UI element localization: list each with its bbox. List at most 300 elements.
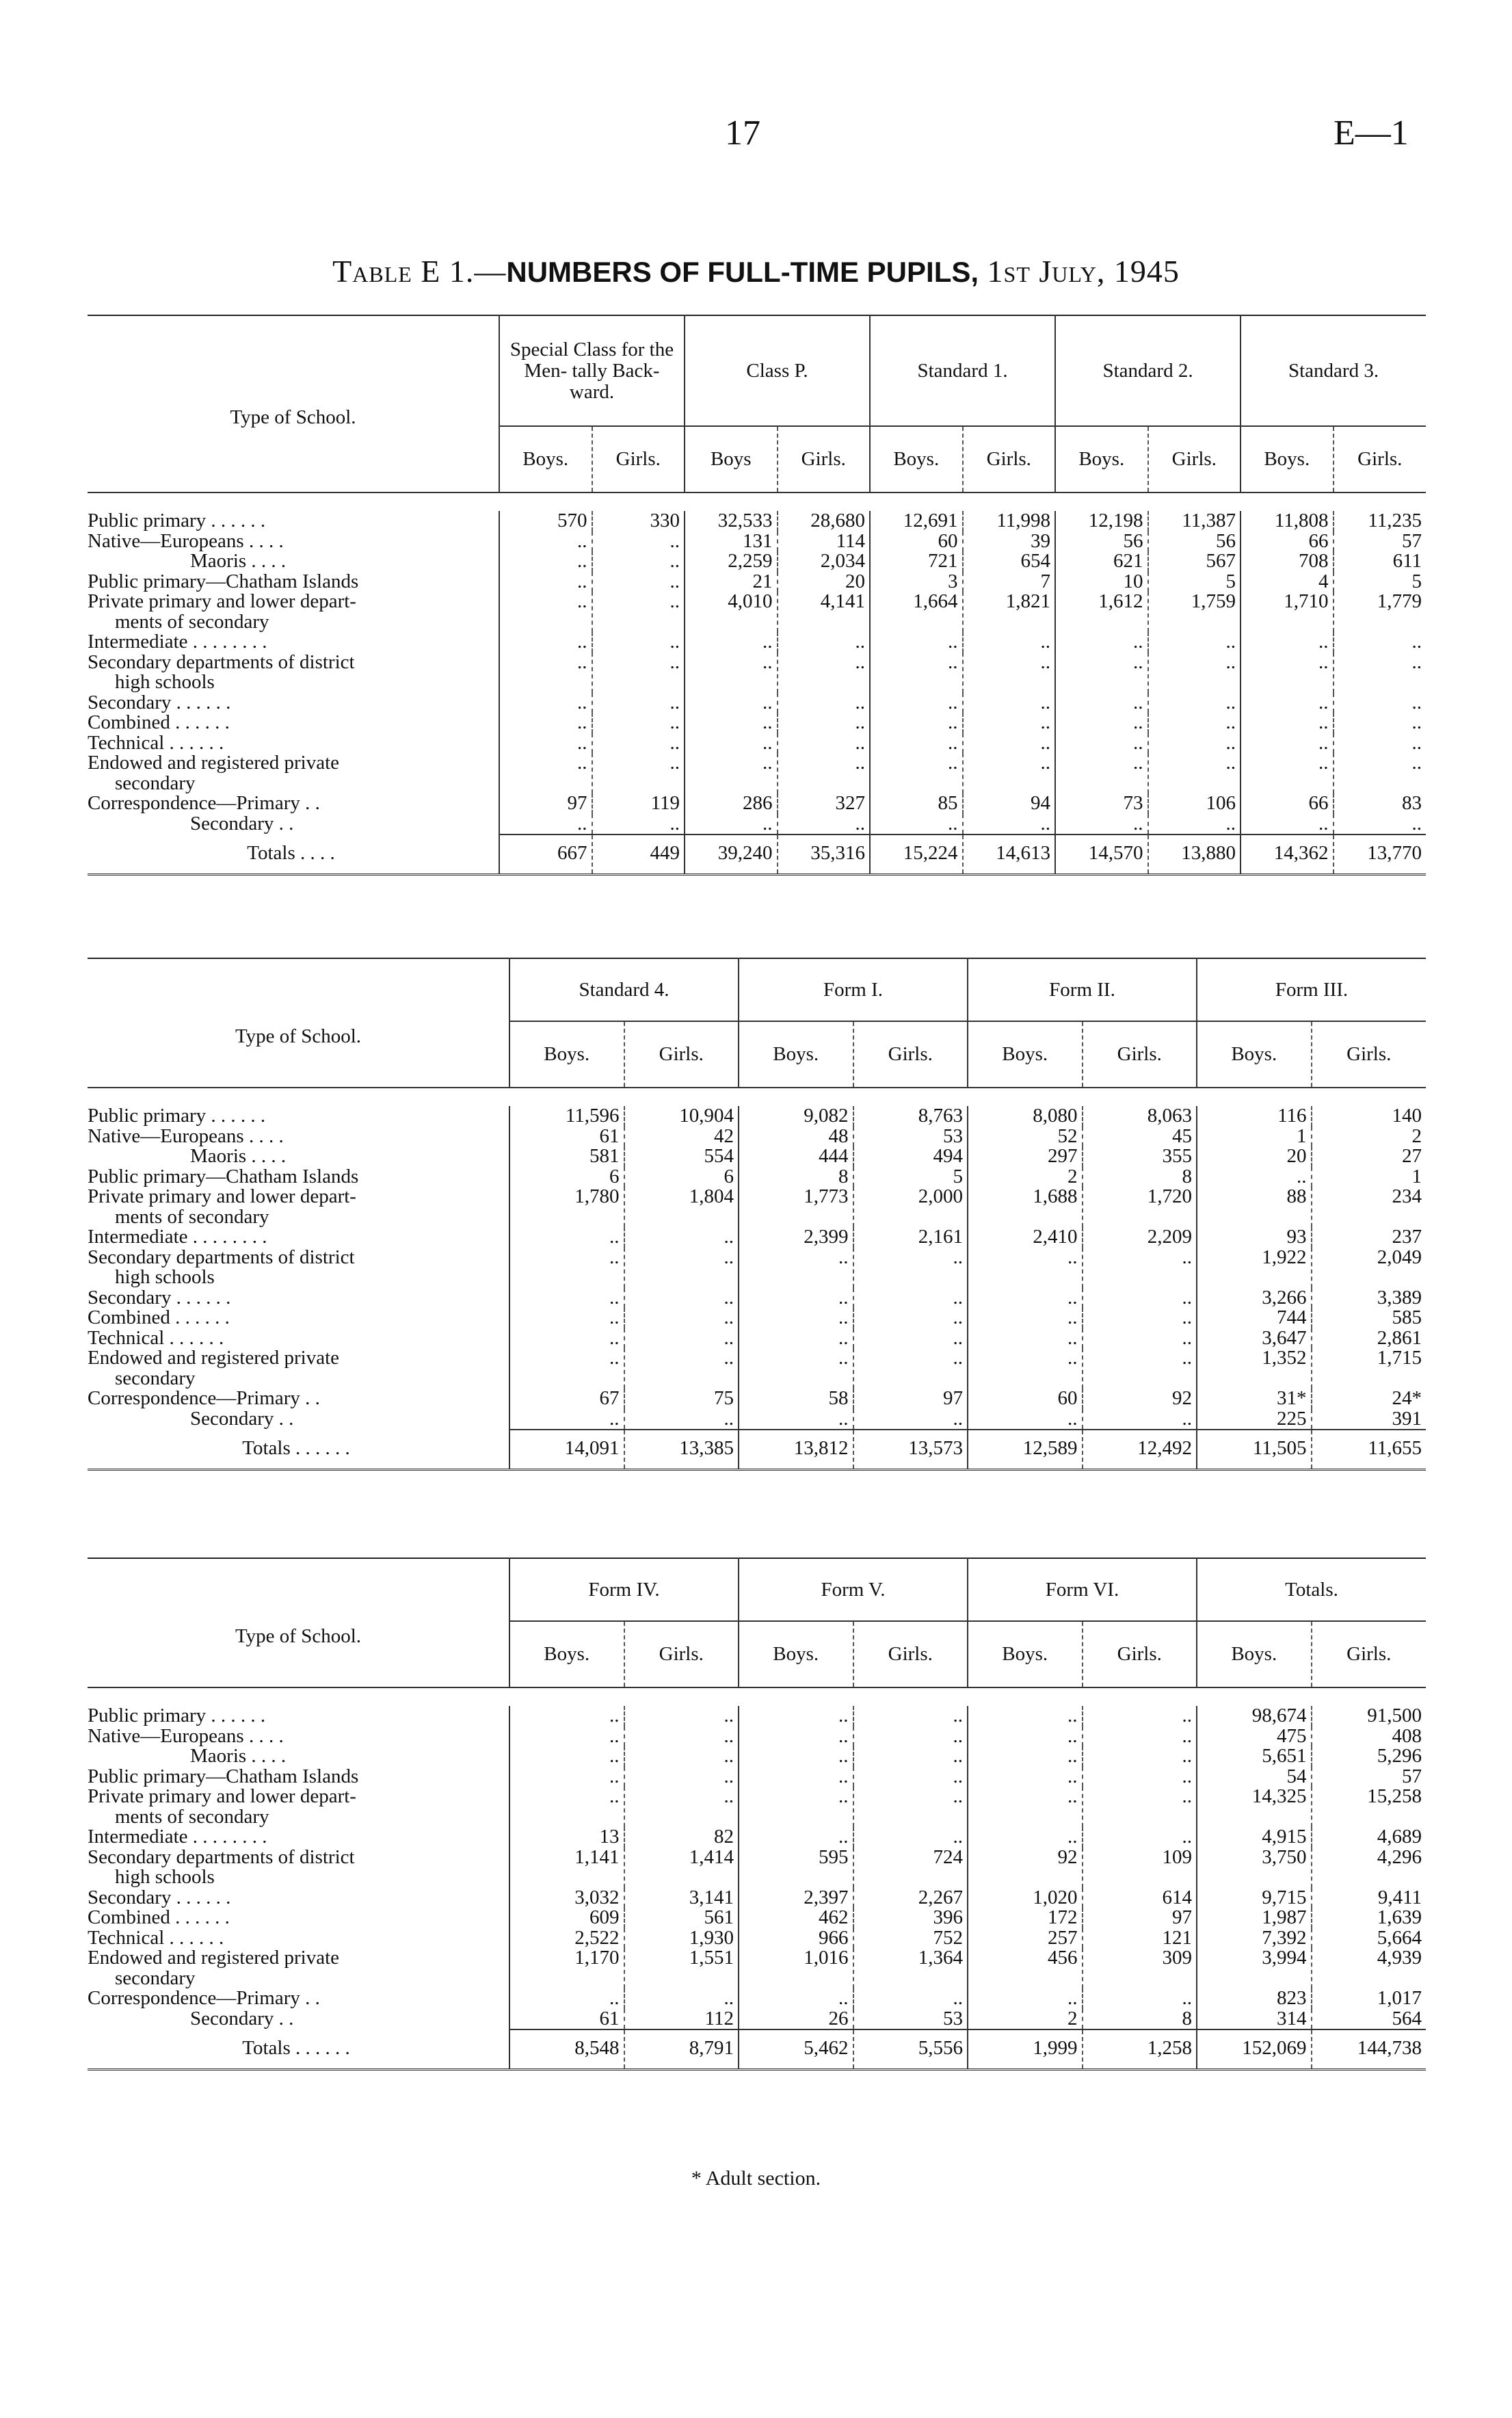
cell-value: 31*	[1197, 1389, 1312, 1409]
table-row	[88, 592, 1426, 632]
sex-subheader: Boys.	[870, 426, 963, 492]
cell-value: 9,715	[1197, 1888, 1312, 1908]
cell-value: 1	[1197, 1127, 1312, 1147]
table-row	[88, 1827, 1426, 1848]
cell-value: 21	[685, 572, 778, 592]
cell-value: ..	[1241, 814, 1334, 835]
cell-value: ..	[739, 1787, 853, 1827]
table-row	[88, 733, 1426, 754]
cell-value: ..	[1334, 753, 1427, 793]
cell-value: ..	[968, 1827, 1083, 1848]
cell-value: 1,720	[1083, 1187, 1197, 1227]
cell-value: 6	[509, 1167, 624, 1187]
cell-value: 3,266	[1197, 1288, 1312, 1309]
spacer	[88, 492, 1426, 511]
cell-value: 58	[739, 1389, 853, 1409]
cell-value: 708	[1241, 551, 1334, 572]
cell-value: ..	[685, 733, 778, 754]
total-value: 8,548	[509, 2029, 624, 2069]
cell-value: ..	[1083, 1409, 1197, 1430]
cell-value: 75	[624, 1389, 739, 1409]
cell-value: ..	[592, 814, 685, 835]
cell-value: 131	[685, 531, 778, 552]
row-label	[88, 1187, 509, 1227]
cell-value: 52	[968, 1127, 1083, 1147]
cell-value: ..	[685, 693, 778, 713]
table-row	[88, 531, 1426, 552]
cell-value: 494	[853, 1146, 968, 1167]
cell-value: 567	[1148, 551, 1241, 572]
total-value: 13,385	[624, 1430, 739, 1469]
cell-value: ..	[739, 1288, 853, 1309]
cell-value: ..	[1055, 693, 1148, 713]
cell-value: ..	[1083, 1328, 1197, 1349]
row-label	[88, 1767, 509, 1787]
cell-value: ..	[1083, 1746, 1197, 1767]
table-row	[88, 1409, 1426, 1430]
row-label-text: Public primary—Chatham Islands	[88, 1765, 359, 1787]
table-row	[88, 1248, 1426, 1288]
row-label	[88, 693, 499, 713]
row-label-text: Public primary . . . . . .	[88, 510, 266, 531]
table-row	[88, 1389, 1426, 1409]
cell-value: 1,710	[1241, 592, 1334, 632]
cell-value: ..	[853, 1409, 968, 1430]
total-value: 449	[592, 835, 685, 874]
cell-value: ..	[853, 1288, 968, 1309]
table-row	[88, 1167, 1426, 1187]
cell-value: ..	[1334, 713, 1427, 733]
row-label-text: secondary	[115, 772, 196, 794]
row-label	[88, 713, 499, 733]
page-title	[0, 253, 1512, 289]
table-row	[88, 753, 1426, 793]
cell-value: ..	[624, 1227, 739, 1248]
row-label-text: Secondary departments of district	[88, 1246, 355, 1268]
cell-value: ..	[499, 572, 592, 592]
row-label-text: Secondary . . . . . .	[88, 1886, 231, 1908]
cell-value: ..	[968, 1726, 1083, 1747]
row-label-text: Technical . . . . . .	[88, 1926, 224, 1949]
cell-value: 119	[592, 793, 685, 814]
cell-value: 3,389	[1312, 1288, 1427, 1309]
cell-value: 2,522	[509, 1928, 624, 1949]
table-row	[88, 1706, 1426, 1726]
cell-value: ..	[592, 572, 685, 592]
cell-value: ..	[509, 1746, 624, 1767]
cell-value: ..	[592, 753, 685, 793]
sex-subheader: Girls.	[1148, 426, 1241, 492]
cell-value: 9,411	[1312, 1888, 1427, 1908]
row-label-text: Secondary . . . . . .	[88, 691, 231, 713]
cell-value: 4,010	[685, 592, 778, 632]
cell-value: 1,759	[1148, 592, 1241, 632]
cell-value: ..	[870, 653, 963, 693]
cell-value: ..	[509, 1248, 624, 1288]
cell-value: ..	[1241, 713, 1334, 733]
row-label-text: ments of secondary	[115, 1205, 269, 1228]
row-label	[88, 1746, 509, 1767]
cell-value: ..	[1148, 733, 1241, 754]
cell-value: 172	[968, 1908, 1083, 1928]
cell-value: 3,750	[1197, 1848, 1312, 1888]
cell-value: 1,922	[1197, 1248, 1312, 1288]
table-row	[88, 2009, 1426, 2030]
cell-value: 2	[968, 2009, 1083, 2030]
table-row	[88, 1187, 1426, 1227]
cell-value: ..	[592, 592, 685, 632]
cell-value: 1,780	[509, 1187, 624, 1227]
total-value: 35,316	[778, 835, 871, 874]
cell-value: ..	[1334, 733, 1427, 754]
cell-value: 456	[968, 1948, 1083, 1988]
cell-value: ..	[870, 713, 963, 733]
cell-value: 10,904	[624, 1106, 739, 1127]
cell-value: 475	[1197, 1726, 1312, 1747]
cell-value: 1,170	[509, 1948, 624, 1988]
cell-value: 1,364	[853, 1948, 968, 1988]
cell-value: ..	[778, 653, 871, 693]
total-value: 11,655	[1312, 1430, 1427, 1469]
sex-subheader: Girls.	[778, 426, 871, 492]
row-label	[88, 592, 499, 632]
cell-value: ..	[778, 814, 871, 835]
totals-label: Totals . . . .	[88, 835, 499, 874]
cell-value: 53	[853, 2009, 968, 2030]
total-value: 13,812	[739, 1430, 853, 1469]
total-value: 1,999	[968, 2029, 1083, 2069]
row-label-text: Secondary . .	[190, 1407, 294, 1430]
column-group-header: Standard 4.	[509, 958, 739, 1021]
totals-row	[88, 2029, 1426, 2069]
cell-value: 2,049	[1312, 1248, 1427, 1288]
cell-value: 8,063	[1083, 1106, 1197, 1127]
cell-value: ..	[853, 1328, 968, 1349]
cell-value: ..	[870, 632, 963, 653]
cell-value: ..	[778, 753, 871, 793]
cell-value: ..	[1055, 653, 1148, 693]
cell-value: ..	[778, 713, 871, 733]
cell-value: ..	[870, 733, 963, 754]
row-label	[88, 1726, 509, 1747]
row-label	[88, 1127, 509, 1147]
table-row	[88, 693, 1426, 713]
cell-value: 237	[1312, 1227, 1427, 1248]
cell-value: 2,000	[853, 1187, 968, 1227]
cell-value: ..	[624, 1409, 739, 1430]
cell-value: ..	[968, 1767, 1083, 1787]
column-group-header: Totals.	[1197, 1558, 1426, 1621]
cell-value: 4,939	[1312, 1948, 1427, 1988]
row-label-text: Combined . . . . . .	[88, 1906, 230, 1928]
column-group-header: Class P.	[685, 315, 870, 426]
cell-value: ..	[1334, 693, 1427, 713]
cell-value: ..	[499, 693, 592, 713]
cell-value: ..	[870, 753, 963, 793]
cell-value: 9,082	[739, 1106, 853, 1127]
cell-value: 570	[499, 511, 592, 531]
row-label	[88, 1288, 509, 1309]
sex-subheader: Girls.	[1083, 1021, 1197, 1088]
row-label-text: Intermediate . . . . . . . .	[88, 1826, 267, 1848]
sex-subheader: Boys.	[1241, 426, 1334, 492]
cell-value: ..	[963, 814, 1056, 835]
column-group-header: Special Class for the Men- tally Back- ward.	[499, 315, 685, 426]
cell-value: 327	[778, 793, 871, 814]
spacer	[88, 1088, 1426, 1106]
cell-value: 581	[509, 1146, 624, 1167]
total-value: 12,589	[968, 1430, 1083, 1469]
row-label-text: Native—Europeans . . . .	[88, 1125, 284, 1147]
cell-value: ..	[778, 693, 871, 713]
total-value: 12,492	[1083, 1430, 1197, 1469]
cell-value: 3,994	[1197, 1948, 1312, 1988]
cell-value: ..	[853, 1767, 968, 1787]
table-row	[88, 511, 1426, 531]
title-prefix: Table E 1.—	[332, 254, 507, 289]
cell-value: 1,779	[1334, 592, 1427, 632]
row-label-text: Native—Europeans . . . .	[88, 529, 284, 552]
sex-subheader: Girls.	[1312, 1621, 1427, 1687]
cell-value: 554	[624, 1146, 739, 1167]
cell-value: 234	[1312, 1187, 1427, 1227]
spacer-row	[88, 1088, 1426, 1106]
row-label	[88, 1167, 509, 1187]
row-label-text: Combined . . . . . .	[88, 1306, 230, 1328]
row-label-text: high schools	[115, 671, 215, 693]
row-label	[88, 1328, 509, 1349]
cell-value: 4,141	[778, 592, 871, 632]
column-group-header: Form IV.	[509, 1558, 739, 1621]
cell-value: ..	[870, 814, 963, 835]
table-row	[88, 713, 1426, 733]
row-label-text: Maoris . . . .	[190, 1745, 287, 1767]
cell-value: 15,258	[1312, 1787, 1427, 1827]
cell-value: 11,808	[1241, 511, 1334, 531]
cell-value: 92	[1083, 1389, 1197, 1409]
cell-value: 32,533	[685, 511, 778, 531]
cell-value: 966	[739, 1928, 853, 1949]
cell-value: ..	[968, 1308, 1083, 1328]
row-label	[88, 733, 499, 754]
cell-value: 14,325	[1197, 1787, 1312, 1827]
cell-value: ..	[1148, 693, 1241, 713]
cell-value: 39	[963, 531, 1056, 552]
row-label-text: Public primary . . . . . .	[88, 1105, 266, 1127]
cell-value: ..	[1334, 814, 1427, 835]
cell-value: ..	[685, 713, 778, 733]
cell-value: ..	[1083, 1726, 1197, 1747]
cell-value: ..	[592, 733, 685, 754]
cell-value: ..	[592, 693, 685, 713]
table-row	[88, 1127, 1426, 1147]
cell-value: 5,296	[1312, 1746, 1427, 1767]
table-row	[88, 1328, 1426, 1349]
row-label-text: ments of secondary	[115, 1805, 269, 1828]
row-label-text: high schools	[115, 1266, 215, 1288]
cell-value: ..	[499, 653, 592, 693]
table-row	[88, 1908, 1426, 1928]
cell-value: 91,500	[1312, 1706, 1427, 1726]
row-label-text: Secondary . .	[190, 812, 294, 835]
spacer-row	[88, 492, 1426, 511]
cell-value: 13	[509, 1827, 624, 1848]
cell-value: 330	[592, 511, 685, 531]
cell-value: ..	[624, 1746, 739, 1767]
table-row	[88, 1787, 1426, 1827]
cell-value: ..	[685, 753, 778, 793]
sex-subheader: Boys.	[968, 1621, 1083, 1687]
cell-value: ..	[963, 713, 1056, 733]
cell-value: 20	[1197, 1146, 1312, 1167]
sex-subheader: Boys.	[1055, 426, 1148, 492]
cell-value: 1,352	[1197, 1348, 1312, 1389]
table-row	[88, 1288, 1426, 1309]
cell-value: ..	[963, 653, 1056, 693]
cell-value: 823	[1197, 1988, 1312, 2009]
cell-value: ..	[509, 1409, 624, 1430]
row-label	[88, 572, 499, 592]
row-label-text: Private primary and lower depart-	[88, 590, 356, 612]
cell-value: ..	[963, 753, 1056, 793]
sex-subheader: Boys.	[1197, 1021, 1312, 1088]
cell-value: ..	[963, 632, 1056, 653]
cell-value: 1,773	[739, 1187, 853, 1227]
total-value: 39,240	[685, 835, 778, 874]
cell-value: 724	[853, 1848, 968, 1888]
cell-value: 257	[968, 1928, 1083, 1949]
cell-value: 1,612	[1055, 592, 1148, 632]
cell-value: 3,032	[509, 1888, 624, 1908]
cell-value: ..	[778, 632, 871, 653]
title-date: 1st July, 1945	[987, 254, 1180, 289]
cell-value: ..	[624, 1348, 739, 1389]
cell-value: 12,691	[870, 511, 963, 531]
cell-value: 94	[963, 793, 1056, 814]
cell-value: 112	[624, 2009, 739, 2030]
cell-value: 98,674	[1197, 1706, 1312, 1726]
total-value: 14,613	[963, 835, 1056, 874]
type-of-school-header: Type of School.	[88, 1558, 509, 1687]
cell-value: 408	[1312, 1726, 1427, 1747]
cell-value: 391	[1312, 1409, 1427, 1430]
footnote: * Adult section.	[691, 2167, 821, 2190]
cell-value: ..	[509, 1767, 624, 1787]
row-label-text: Private primary and lower depart-	[88, 1785, 356, 1807]
row-label-text: Combined . . . . . .	[88, 711, 230, 733]
cell-value: 1,639	[1312, 1908, 1427, 1928]
cell-value: 26	[739, 2009, 853, 2030]
cell-value: 654	[963, 551, 1056, 572]
cell-value: 8,080	[968, 1106, 1083, 1127]
row-label	[88, 793, 499, 814]
total-value: 13,573	[853, 1430, 968, 1469]
cell-value: 2,861	[1312, 1328, 1427, 1349]
cell-value: ..	[509, 1787, 624, 1827]
cell-value: 1,664	[870, 592, 963, 632]
row-label-text: secondary	[115, 1367, 196, 1389]
table-row	[88, 632, 1426, 653]
cell-value: 595	[739, 1848, 853, 1888]
table-row	[88, 653, 1426, 693]
cell-value: ..	[853, 1308, 968, 1328]
totals-label: Totals . . . . . .	[88, 2029, 509, 2069]
cell-value: ..	[592, 531, 685, 552]
cell-value: 1,930	[624, 1928, 739, 1949]
cell-value: 2,397	[739, 1888, 853, 1908]
cell-value: ..	[592, 713, 685, 733]
cell-value: ..	[1055, 814, 1148, 835]
cell-value: ..	[1083, 1308, 1197, 1328]
cell-value: 721	[870, 551, 963, 572]
cell-value: ..	[1148, 814, 1241, 835]
total-value: 152,069	[1197, 2029, 1312, 2069]
cell-value: ..	[1241, 753, 1334, 793]
type-of-school-header: Type of School.	[88, 315, 499, 492]
table-row	[88, 1746, 1426, 1767]
sex-subheader: Boys.	[509, 1021, 624, 1088]
cell-value: 60	[870, 531, 963, 552]
totals-row	[88, 835, 1426, 874]
table-row	[88, 1888, 1426, 1908]
row-label-text: Correspondence—Primary . .	[88, 1387, 320, 1409]
cell-value: ..	[624, 1988, 739, 2009]
cell-value: 57	[1312, 1767, 1427, 1787]
cell-value: ..	[1148, 653, 1241, 693]
cell-value: 611	[1334, 551, 1427, 572]
cell-value: 106	[1148, 793, 1241, 814]
cell-value: 1,804	[624, 1187, 739, 1227]
cell-value: 140	[1312, 1106, 1427, 1127]
cell-value: ..	[968, 1787, 1083, 1827]
cell-value: ..	[739, 1726, 853, 1747]
table-row	[88, 1227, 1426, 1248]
row-label	[88, 1787, 509, 1827]
table-row	[88, 814, 1426, 835]
cell-value: 614	[1083, 1888, 1197, 1908]
row-label	[88, 1706, 509, 1726]
cell-value: 5	[1148, 572, 1241, 592]
cell-value: ..	[1083, 1988, 1197, 2009]
cell-value: 57	[1334, 531, 1427, 552]
cell-value: 61	[509, 1127, 624, 1147]
cell-value: 609	[509, 1908, 624, 1928]
total-value: 1,258	[1083, 2029, 1197, 2069]
cell-value: ..	[685, 814, 778, 835]
pupils-table-1	[88, 315, 1426, 876]
row-label-text: Endowed and registered private	[88, 1347, 339, 1369]
cell-value: 56	[1148, 531, 1241, 552]
cell-value: ..	[739, 1988, 853, 2009]
row-label	[88, 632, 499, 653]
row-label	[88, 1106, 509, 1127]
table-row	[88, 572, 1426, 592]
row-label	[88, 2009, 509, 2030]
cell-value: ..	[499, 814, 592, 835]
cell-value: ..	[624, 1767, 739, 1787]
cell-value: ..	[1055, 713, 1148, 733]
cell-value: ..	[1334, 653, 1427, 693]
cell-value: ..	[1148, 753, 1241, 793]
cell-value: 561	[624, 1908, 739, 1928]
cell-value: ..	[853, 1746, 968, 1767]
row-label-text: ments of secondary	[115, 610, 269, 633]
row-label-text: Secondary . .	[190, 2007, 294, 2029]
cell-value: 1,016	[739, 1948, 853, 1988]
cell-value: ..	[1083, 1827, 1197, 1848]
sex-subheader: Boys.	[1197, 1621, 1312, 1687]
cell-value: 1	[1312, 1167, 1427, 1187]
